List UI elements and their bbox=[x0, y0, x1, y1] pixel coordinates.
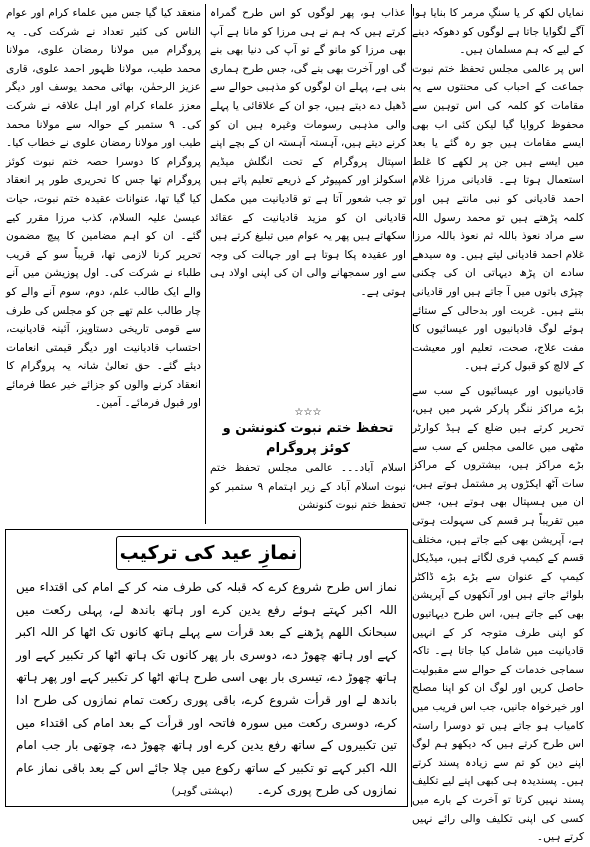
box-body bbox=[16, 576, 397, 802]
column-right-paragraph: نمایاں لکھ کر یا سنگِ مرمر کا بنایا ہوا آگے لگوایا جاتا ہے لوگوں کو دھوکہ دینے کے لیے کہ ہم مسلمان ہیں۔ bbox=[412, 7, 584, 57]
column-divider bbox=[411, 4, 412, 807]
box-title: نمازِ عید کی ترکیب bbox=[119, 542, 298, 564]
column-middle-paragraph: اسلام آباد۔۔۔ عالمی مجلس تحفظ ختم نبوت اسلام آباد کے زیر اہتمام ۹ ستمبر کو تحفظ ختم نبوت کنونشن bbox=[210, 462, 406, 512]
box-title-frame bbox=[116, 536, 301, 570]
eid-prayer-box bbox=[5, 529, 408, 807]
column-left bbox=[6, 4, 201, 524]
column-middle bbox=[210, 4, 406, 524]
source-citation: (بہشتی گوہر) bbox=[171, 786, 233, 798]
column-right bbox=[412, 4, 584, 844]
star-divider: ☆☆☆ bbox=[294, 407, 322, 418]
section-heading: تحفظ ختم نبوت کنونشن و کوئز پروگرام bbox=[222, 421, 394, 456]
column-right-paragraph: قادیانیوں اور عیسائیوں کے سب سے بڑے مراکز ننگر پارکر شہر میں ہیں، تحریر کرتے ہیں ضلع کے ہیڈ کوارٹر مٹھی میں عالمی مجلس کے سب سے بڑے مراکز ہیں، بیشتروں کے مراکز سات آٹھ ایکڑوں پر مشتمل ہوتے ہیں، ان میں ہسپتال بھی ہوتے ہیں، جس میں تقریباً ہر قسم کی سہولت ہوتی ہے، آپریشن بھی کیے جاتے ہیں، مختلف قسم کے کیمپ فری لگاتے ہیں، میڈیکل کیمپ کے عنوان سے بڑے بڑے ڈاکٹر بلوائے جاتے ہیں اور آنکھوں کے آپریشن بھی کیے جاتے ہیں، اس طرح دیہاتیوں کو اپنی طرف متوجہ کر کے انہیں قادیانیت میں شامل کیا جاتا ہے۔ تاکہ سماجی خدمات کے حوالے سے مقبولیت حاصل کریں اور لوگ ان کو اپنا مصلح اور خیرخواہ جانیں، جب اس فریب میں کامیاب ہو جاتے ہیں تو دوسرا راستہ اس طرح کرتے ہیں کہ دیکھو ہم لوگ اپنے دین کو تم سے زیادہ پسند کرتے ہیں۔ پسندیدہ ہی کبھی اپنے لیے تکلیف پسند نہیں کرتا تو آخرت کے بارے میں کسی کی اپنی تکلیف والی رائے نہیں کرتے ہیں۔ bbox=[412, 384, 584, 844]
column-middle-paragraph: عذاب ہو، پھر لوگوں کو اس طرح گمراہ کرتے ہیں کہ ہم نے ہی مرزا کو مانا ہے آپ بھی مرزا کو مانو گے تو آپ کی دنیا بھی بنے گی اور آخرت بھی بنے گی، جس طرح ہماری بنی ہے، پہلے ان لوگوں کو مذہبی حوالے سے ڈھیل دے دیتے ہیں، جو ان کے علاقائی یا پہلے والی مذہبی رسومات وغیرہ ہیں ان کو کرنے دیتے ہیں، آہستہ آہستہ ان کے بچے اپنے اسپتال پروگرام کے تحت انگلش میڈیم اسکولز اور کمپیوٹر کے ذریعے تعلیم پاتے ہیں تو جب شعور آتا ہے تو قادیانیت میں مکمل قادیانی ان کو مزید قادیانیت کے عقائد سکھاتے ہیں پھر یہ عوام میں تبلیغ کرتے ہیں اور عقیدہ پکا ہوتا ہے اور جہالت کی وجہ سے اور سمجھانے والی ان کی اپنی اولاد ہی ہوتی ہے۔ bbox=[210, 7, 406, 298]
column-right-paragraph: اس پر عالمی مجلس تحفظ ختم نبوت جماعت کے احباب کی محنتوں سے یہ مقامات کو کلمہ کی اس توہین سے محفوظ کروایا گیا لیکن کئی اب بھی ایسے مقامات ہیں جو رہ گئے یا بعد میں ایسے ہیں جن پر لکھے کا غلط استعمال ہوتا ہے۔ قادیانی مرزا غلام احمد قادیانی کو نبی مانتے ہیں اور کلمہ پڑھتے ہیں تو محمد رسول اللہ سے مراد نعوذ باللہ ثم نعوذ باللہ مرزا غلام احمد قادیانی لیتے ہیں۔ وہ سیدھے سادے ان پڑھ دیہاتی ان کی چکنی چپڑی باتوں میں آ جاتے ہیں اور قادیانی بنتے ہیں۔ غربت اور بدحالی کے ستائے ہوئے لوگ قادیانیوں اور عیسائیوں کا مفت علاج، صحت، تعلیم اور معیشت کے لالچ کو قبول کرتے ہیں۔ bbox=[412, 62, 584, 373]
column-left-paragraph: منعقد کیا گیا جس میں علماء کرام اور عوام الناس کی کثیر تعداد نے شرکت کی۔ یہ پروگرام میں مولانا رمضان علوی، مولانا محمد طیب، مولانا ظہور احمد علوی، قاری عزیز الرحمٰن، بھائی محمد یوسف اور دیگر معزز علماء کرام اور اہل علاقہ نے شرکت کی۔ ۹ ستمبر کے حوالہ سے مولانا محمد طیب اور مولانا رمضان علوی نے خطاب کیا۔ پروگرام کا دوسرا حصہ ختم نبوت کوئز پروگرام تھا جس کا تحریری طور پر انعقاد کیا گیا تھا، عنوانات عقیدہ ختم نبوت، حیات عیسیٰ علیہ السلام، کذب مرزا مقرر کیے گئے۔ ان کو اہم مضامین کا پیچ مضمون تحریر کرنا لازمی تھا، قریباً سو کے قریب طلباء نے شرکت کی۔ اول پوزیشن میں آنے والے ایک طالب علم، دوم، سوم آنے والے کو چار طالب علم تھے جن کو مجلس کی طرف سے قومی تاریخی دستاویز، آئینہ قادیانیت، احتساب قادیانیت اور دیگر قیمتی انعامات دیئے گئے۔ حق تعالیٰ شانہ یہ پروگرام کا انعقاد کرنے والوں کو جزائے خیر عطا فرمائے اور قبول فرمائے۔ آمین۔ bbox=[6, 7, 201, 410]
box-body-text: نماز اس طرح شروع کرے کہ قبلہ کی طرف منہ کر کے امام کی اقتداء میں اللہ اکبر کہتے ہوئے رفع یدین کرے اور ہاتھ باندھ لے، پہلی رکعت میں سبحانک اللھم پڑھنے کے بعد قرأت سے پہلے ہاتھ کانوں تک اٹھا کر اللہ اکبر کہے اور ہاتھ چھوڑ دے، دوسری بار پھر کانوں تک ہاتھ اٹھا کر تکبیر کہے اور ہاتھ چھوڑ دے، تیسری بار بھی اسی طرح ہاتھ اٹھا کر تکبیر کہے اور پھر ہاتھ باندھ لے اور قرأت شروع کرے، باقی پوری رکعت تمام نمازوں کی طرح ادا کرے، دوسری رکعت میں سورہ فاتحہ اور قرأت کے بعد امام کی اقتداء میں تین تکبیروں کے ساتھ رفع یدین کرے اور ہاتھ چھوڑ دے، چوتھی بار جب امام اللہ اکبر کہے تو تکبیر کے ساتھ رکوع میں چلا جائے اس کے بعد باقی نماز عام نمازوں کی طرح پوری کرے۔ bbox=[16, 580, 397, 798]
column-divider bbox=[205, 4, 206, 524]
